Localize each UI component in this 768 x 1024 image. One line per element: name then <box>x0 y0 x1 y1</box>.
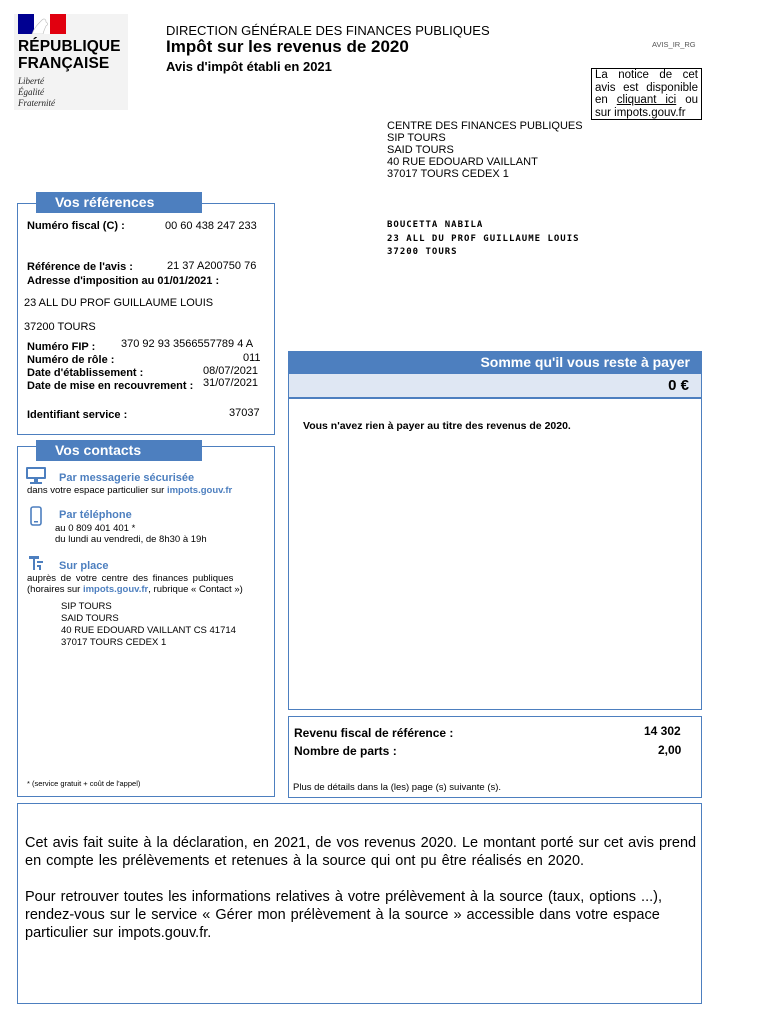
logo-title: RÉPUBLIQUE FRANÇAISE <box>18 38 121 72</box>
notice-box <box>591 68 702 120</box>
secure-messaging-title: Par messagerie sécurisée <box>59 472 195 484</box>
contacts-tab: Vos contacts <box>36 440 202 461</box>
phone-footnote: * (service gratuit + coût de l'appel) <box>27 779 141 788</box>
payment-box <box>288 398 702 710</box>
notice-line: avis est disponible <box>595 81 698 94</box>
in-person-title: Sur place <box>59 560 109 572</box>
notice-line: en cliquant ici ou <box>595 94 698 106</box>
document-title: Impôt sur les revenus de 2020 <box>166 37 409 56</box>
fip-number-value: 370 92 93 3566557789 4 A <box>121 338 254 350</box>
counter-icon <box>27 553 45 571</box>
information-text <box>25 834 697 960</box>
tax-address-label: Adresse d'imposition au 01/01/2021 : <box>27 275 220 287</box>
fip-number-label: Numéro FIP : <box>27 341 96 353</box>
notice-reference-value: 21 37 A200750 76 <box>167 260 257 272</box>
marianne-flag-icon <box>18 14 66 34</box>
impots-link[interactable]: impots.gouv.fr <box>166 485 233 496</box>
collection-date-value: 31/07/2021 <box>203 377 259 389</box>
rfr-value: 14 302 <box>644 724 681 738</box>
parts-value: 2,00 <box>658 743 682 757</box>
notice-reference-label: Référence de l'avis : <box>27 261 133 273</box>
notice-line: sur impots.gouv.fr <box>595 106 686 119</box>
role-number-label: Numéro de rôle : <box>27 354 115 366</box>
establishment-date-label: Date d'établissement : <box>27 367 144 379</box>
logo-motto: Liberté Égalité Fraternité <box>18 76 55 108</box>
information-paragraph: Pour retrouver toutes les informations relatives à votre prélèvement à la source (taux, options ...), rendez-vous sur le service « Gérer mon prélèvement à la source » accessible dans votre espace particulier sur impots.gouv.fr. <box>25 889 662 941</box>
contact-address-line: SAID TOURS <box>61 613 119 624</box>
phone-number[interactable]: au 0 809 401 401 * <box>55 523 136 534</box>
phone-icon <box>30 506 42 526</box>
secure-messaging-text: dans votre espace particulier sur impots.gouv.fr <box>27 485 233 496</box>
contacts-box <box>17 446 275 797</box>
service-id-value: 37037 <box>229 407 260 419</box>
document-code: AVIS_IR_RG <box>652 40 696 49</box>
impots-link[interactable]: impots.gouv.fr <box>82 584 149 595</box>
amount-due-header: Somme qu'il vous reste à payer <box>288 351 702 373</box>
contact-address-line: 37017 TOURS CEDEX 1 <box>61 637 167 648</box>
in-person-line: (horaires sur impots.gouv.fr, rubrique « Contact ») <box>27 584 243 595</box>
details-note: Plus de détails dans la (les) page (s) suivante (s). <box>293 782 502 793</box>
tax-center-address: CENTRE DES FINANCES PUBLIQUES SIP TOURS SAID TOURS 40 RUE EDOUARD VAILLANT 37017 TOURS CEDEX 1 <box>387 120 583 180</box>
contact-address-line: 40 RUE EDOUARD VAILLANT CS 41714 <box>61 625 236 636</box>
rfr-label: Revenu fiscal de référence : <box>294 726 454 740</box>
notice-line: La notice de cet <box>595 69 698 81</box>
notice-link[interactable]: cliquant ici <box>616 94 677 106</box>
fiscal-number-label: Numéro fiscal (C) : <box>27 220 125 232</box>
republique-francaise-logo <box>14 14 128 110</box>
collection-date-label: Date de mise en recouvrement : <box>27 380 194 392</box>
information-paragraph: Cet avis fait suite à la déclaration, en 2021, de vos revenus 2020. Le montant porté sur cet avis prend en compte les prélèvements et retenues à la source qui ont pu être réalisés en 2020. <box>25 835 697 869</box>
payment-message: Vous n'avez rien à payer au titre des revenus de 2020. <box>303 420 571 432</box>
phone-title: Par téléphone <box>59 509 132 521</box>
service-id-label: Identifiant service : <box>27 409 128 421</box>
tax-address-line: 23 ALL DU PROF GUILLAUME LOUIS <box>24 297 214 309</box>
fiscal-number-value: 00 60 438 247 233 <box>165 220 257 232</box>
parts-label: Nombre de parts : <box>294 744 397 758</box>
establishment-date-value: 08/07/2021 <box>203 365 259 377</box>
contact-address-line: SIP TOURS <box>61 601 112 612</box>
dgfip-heading: DIRECTION GÉNÉRALE DES FINANCES PUBLIQUES <box>166 23 490 38</box>
references-box <box>17 203 275 435</box>
recipient-address: BOUCETTA NABILA 23 ALL DU PROF GUILLAUME LOUIS 37200 TOURS <box>387 220 580 257</box>
document-subtitle: Avis d'impôt établi en 2021 <box>166 59 332 74</box>
amount-due-value: 0 € <box>288 373 702 398</box>
role-number-value: 011 <box>243 352 261 364</box>
in-person-line: auprès de votre centre des finances publiques <box>27 573 234 584</box>
references-tab: Vos références <box>36 192 202 213</box>
computer-icon <box>25 466 47 485</box>
tax-address-line: 37200 TOURS <box>24 321 96 333</box>
phone-hours: du lundi au vendredi, de 8h30 à 19h <box>55 534 207 545</box>
